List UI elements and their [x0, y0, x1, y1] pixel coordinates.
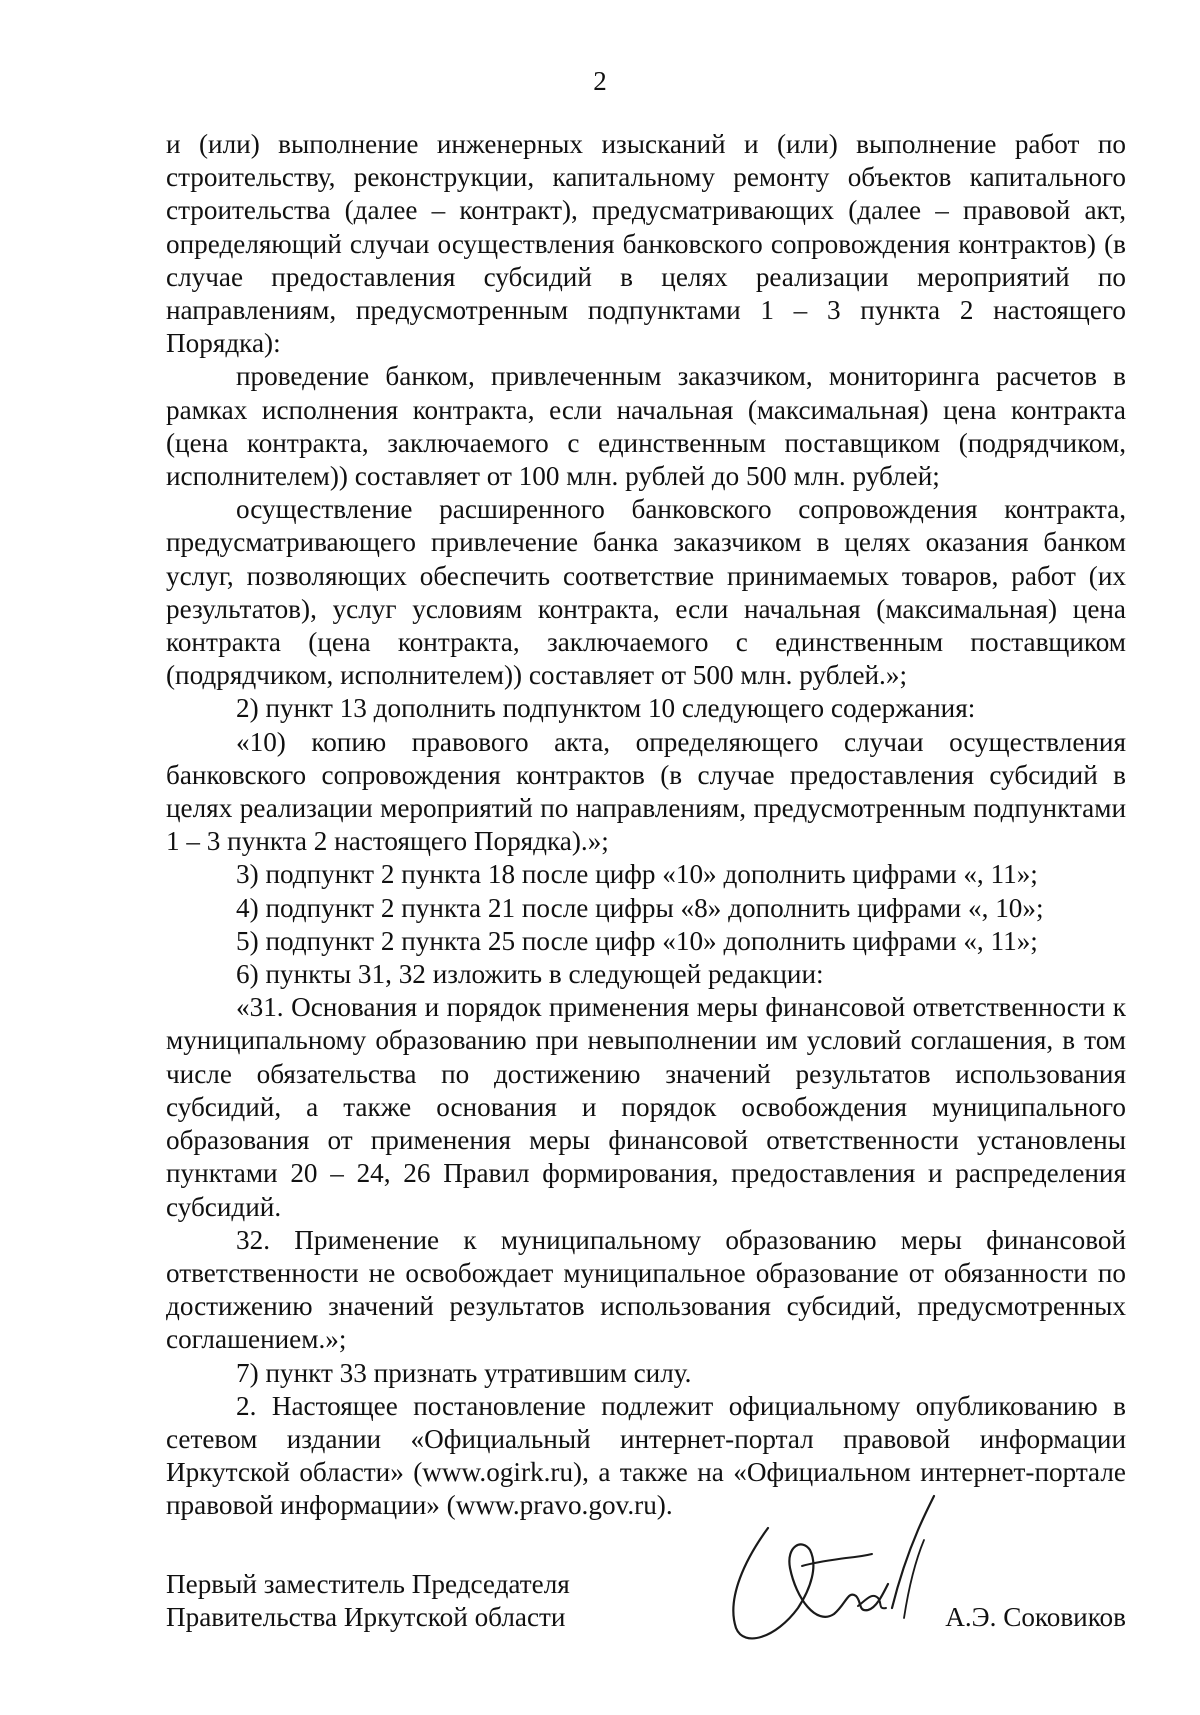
paragraph: 5) подпункт 2 пункта 25 после цифр «10» дополнить цифрами «, 11»;: [236, 925, 1038, 956]
signer-position: [166, 1568, 686, 1634]
page-number: 2: [593, 66, 607, 96]
paragraph: и (или) выполнение инженерных изысканий и (или) выполнение работ по строительству, реконструкции, капитальному ремонту объектов капитального строительства (далее – контракт), предусматривающих (далее – правовой акт, определяющий случаи осуществления банковского сопровождения контрактов) (в случае предоставления субсидий в целях реализации мероприятий по направлениям, предусмотренным подпунктами 1 – 3 пункта 2 настоящего Порядка):: [166, 129, 1126, 359]
signature-block: [166, 1568, 1126, 1648]
paragraph: 7) пункт 33 признать утратившим силу.: [236, 1357, 692, 1388]
signer-position-line: Первый заместитель Председателя: [166, 1569, 570, 1599]
handwritten-signature: [706, 1488, 936, 1653]
paragraph: осуществление расширенного банковского сопровождения контракта, предусматривающего привлечение банка заказчиком в целях оказания банком услуг, позволяющих обеспечить соответствие принимаемых товаров, работ (их результатов), услуг условиям контракта, если начальная (максимальная) цена контракта (цена контракта, заключаемого с единственным поставщиком (подрядчиком, исполнителем)) составляет от 500 млн. рублей.»;: [166, 494, 1126, 691]
paragraph: проведение банком, привлеченным заказчиком, мониторинга расчетов в рамках исполнения контракта, если начальная (максимальная) цена контракта (цена контракта, заключаемого с единственным поставщиком (подрядчиком, исполнителем)) составляет от 100 млн. рублей до 500 млн. рублей;: [166, 361, 1126, 492]
paragraph: 6) пункты 31, 32 изложить в следующей редакции:: [236, 959, 824, 990]
paragraph: 2) пункт 13 дополнить подпунктом 10 следующего содержания:: [236, 693, 976, 724]
paragraph: 32. Применение к муниципальному образованию меры финансовой ответственности не освобождает муниципальное образование от обязанности по достижению значений результатов использования субсидий, предусмотренных соглашением.»;: [166, 1224, 1126, 1355]
paragraph: 2. Настоящее постановление подлежит официальному опубликованию в сетевом издании «Официальный интернет-портал правовой информации Иркутской области» (www.ogirk.ru), а также на «Официальном интернет-портале правовой информации» (www.pravo.gov.ru).: [166, 1390, 1126, 1521]
paragraph: «10) копию правового акта, определяющего случаи осуществления банковского сопровождения контрактов (в случае предоставления субсидий в целях реализации мероприятий по направлениям, предусмотренным подпунктами 1 – 3 пункта 2 настоящего Порядка).»;: [166, 726, 1126, 857]
paragraph: 3) подпункт 2 пункта 18 после цифр «10» дополнить цифрами «, 11»;: [236, 859, 1038, 890]
signer-name: А.Э. Соковиков: [945, 1602, 1126, 1632]
paragraph: 4) подпункт 2 пункта 21 после цифры «8» дополнить цифрами «, 10»;: [236, 892, 1044, 923]
paragraph: «31. Основания и порядок применения меры финансовой ответственности к муниципальному образованию при невыполнении им условий соглашения, в том числе обязательства по достижению значений результатов использования субсидий, а также основания и порядок освобождения муниципального образования от применения меры финансовой ответственности установлены пунктами 20 – 24, 26 Правил формирования, предоставления и распределения субсидий.: [166, 992, 1126, 1222]
document-body: [166, 128, 1126, 1523]
signer-position-line: Правительства Иркутской области: [166, 1602, 566, 1633]
